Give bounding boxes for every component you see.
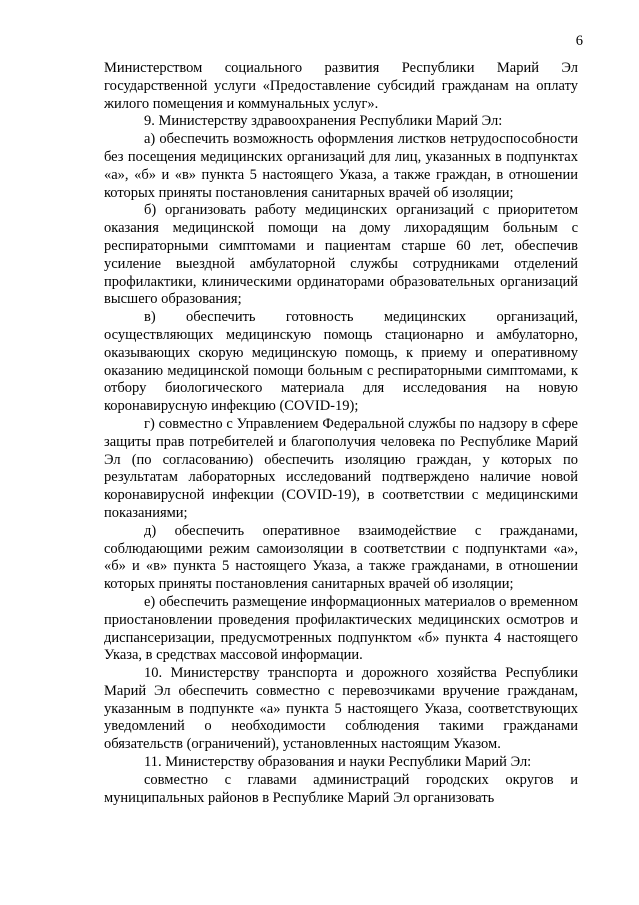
- paragraph: г) совместно с Управлением Федеральной службы по надзору в сфере защиты прав потребителей и благополучия человека по Республике Марий Эл (по согласованию) обеспечить изоляцию граждан, у которых по результатам лабораторных исследований подтверждено наличие новой коронавирусной инфекции (COVID-19), в соответствии с медицинскими показаниями;: [104, 415, 578, 521]
- paragraph: е) обеспечить размещение информационных материалов о временном приостановлении проведения профилактических медицинских осмотров и диспансеризации, предусмотренных подпунктом «б» пункта 4 настоящего Указа, в средствах массовой информации.: [104, 593, 578, 664]
- paragraph: б) организовать работу медицинских организаций с приоритетом оказания медицинской помощи на дому лихорадящим больным с респираторными симптомами и пациентам старше 60 лет, обеспечив усиление выездной амбулаторной службы сотрудниками отделений профилактики, клиническими ординаторами образовательных организаций высшего образования;: [104, 202, 578, 308]
- paragraph: в) обеспечить готовность медицинских организаций, осуществляющих медицинскую помощь стационарно и амбулаторно, оказывающих скорую медицинскую помощь, к приему и оперативному оказанию медицинской помощи больным с респираторными симптомами, к отбору биологического материала для исследования на новую коронавирусную инфекцию (COVID-19);: [104, 309, 578, 415]
- page-number: 6: [575, 33, 583, 49]
- paragraph: совместно с главами администраций городских округов и муниципальных районов в Республике Марий Эл организовать: [104, 771, 578, 806]
- document-body: [104, 60, 578, 807]
- paragraph: 9. Министерству здравоохранения Республики Марий Эл:: [144, 113, 503, 130]
- paragraph: 10. Министерству транспорта и дорожного хозяйства Республики Марий Эл обеспечить совместно с перевозчиками вручение гражданам, указанным в подпункте «а» пункта 5 настоящего Указа, соответствующих уведомлений о необходимости соблюдения такими гражданами обязательств (ограничений), установленных настоящим Указом.: [104, 665, 578, 753]
- paragraph: д) обеспечить оперативное взаимодействие с гражданами, соблюдающими режим самоизоляции в соответствии с подпунктами «а», «б» и «в» пункта 5 настоящего Указа, а также гражданами, в отношении которых приняты постановления санитарных врачей об изоляции;: [104, 522, 578, 593]
- paragraph: Министерством социального развития Республики Марий Эл государственной услуги «Предоставление субсидий гражданам на оплату жилого помещения и коммунальных услуг».: [104, 60, 578, 112]
- paragraph: 11. Министерству образования и науки Республики Марий Эл:: [144, 754, 532, 771]
- paragraph: а) обеспечить возможность оформления листков нетрудоспособности без посещения медицинских организаций для лиц, указанных в подпунктах «а», «б» и «в» пункта 5 настоящего Указа, а также граждан, в отношении которых приняты постановления санитарных врачей об изоляции;: [104, 131, 578, 201]
